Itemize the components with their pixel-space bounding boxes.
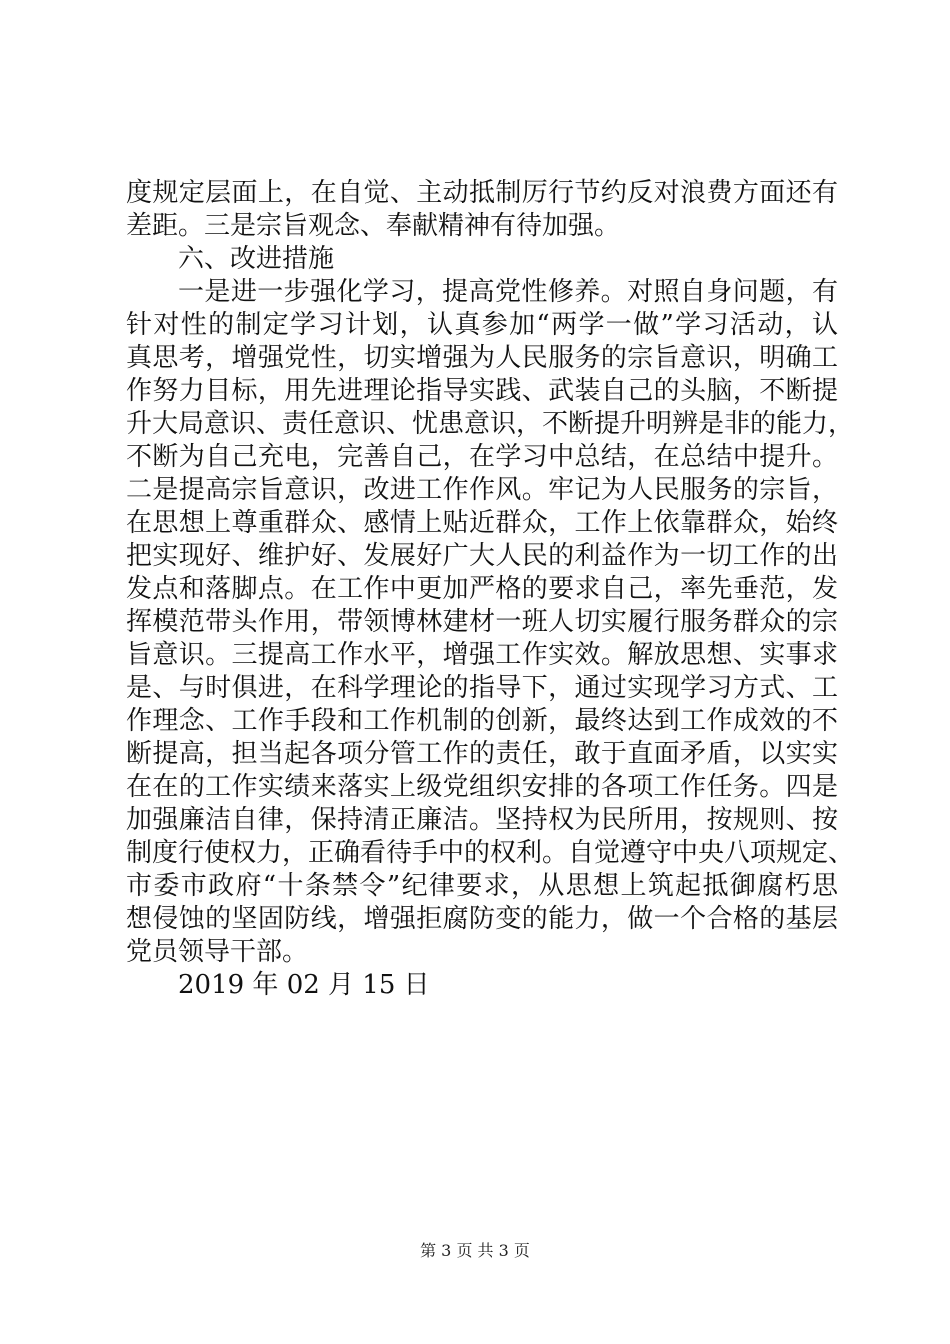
text-line: 一是进一步强化学习，提高党性修养。对照自身问题，有 <box>178 277 838 307</box>
text-line: 加强廉洁自律，保持清正廉洁。坚持权为民所用，按规则、按 <box>126 805 838 835</box>
section-heading: 六、改进措施 <box>178 244 335 274</box>
page-number-footer: 第 3 页 共 3 页 <box>420 1241 530 1260</box>
text-line: 真思考，增强党性，切实增强为人民服务的宗旨意识，明确工 <box>126 343 838 373</box>
text-line: 断提高，担当起各项分管工作的责任，敢于直面矛盾，以实实 <box>126 739 838 769</box>
text-line: 是、与时俱进，在科学理论的指导下，通过实现学习方式、工 <box>126 673 838 703</box>
text-line: 市委市政府“十条禁令”纪律要求，从思想上筑起抵御腐朽思 <box>126 871 838 901</box>
text-line: 党员领导干部。 <box>126 937 309 967</box>
text-line: 作理念、工作手段和工作机制的创新，最终达到工作成效的不 <box>126 706 838 736</box>
text-line: 二是提高宗旨意识，改进工作作风。牢记为人民服务的宗旨， <box>126 475 838 505</box>
text-line: 制度行使权力，正确看待手中的权利。自觉遵守中央八项规定、 <box>126 838 855 868</box>
text-line: 在在的工作实绩来落实上级党组织安排的各项工作任务。四是 <box>126 772 838 802</box>
text-line: 发点和落脚点。在工作中更加严格的要求自己，率先垂范，发 <box>126 574 838 604</box>
text-line: 不断为自己充电，完善自己，在学习中总结，在总结中提升。 <box>126 442 838 472</box>
text-line: 作努力目标，用先进理论指导实践、武装自己的头脑，不断提 <box>126 376 838 406</box>
document-date: 2019 年 02 月 15 日 <box>178 970 430 1000</box>
text-line: 在思想上尊重群众、感情上贴近群众，工作上依靠群众，始终 <box>126 508 838 538</box>
text-line: 想侵蚀的坚固防线，增强拒腐防变的能力，做一个合格的基层 <box>126 904 838 934</box>
text-line: 挥模范带头作用，带领博林建材一班人切实履行服务群众的宗 <box>126 607 838 637</box>
text-line: 差距。三是宗旨观念、奉献精神有待加强。 <box>126 211 621 241</box>
text-line: 升大局意识、责任意识、忧患意识，不断提升明辨是非的能力， <box>126 409 855 439</box>
text-line: 把实现好、维护好、发展好广大人民的利益作为一切工作的出 <box>126 541 838 571</box>
text-line: 针对性的制定学习计划，认真参加“两学一做”学习活动，认 <box>126 310 838 340</box>
text-line: 旨意识。三提高工作水平，增强工作实效。解放思想、实事求 <box>126 640 838 670</box>
text-line: 度规定层面上，在自觉、主动抵制厉行节约反对浪费方面还有 <box>126 178 838 208</box>
